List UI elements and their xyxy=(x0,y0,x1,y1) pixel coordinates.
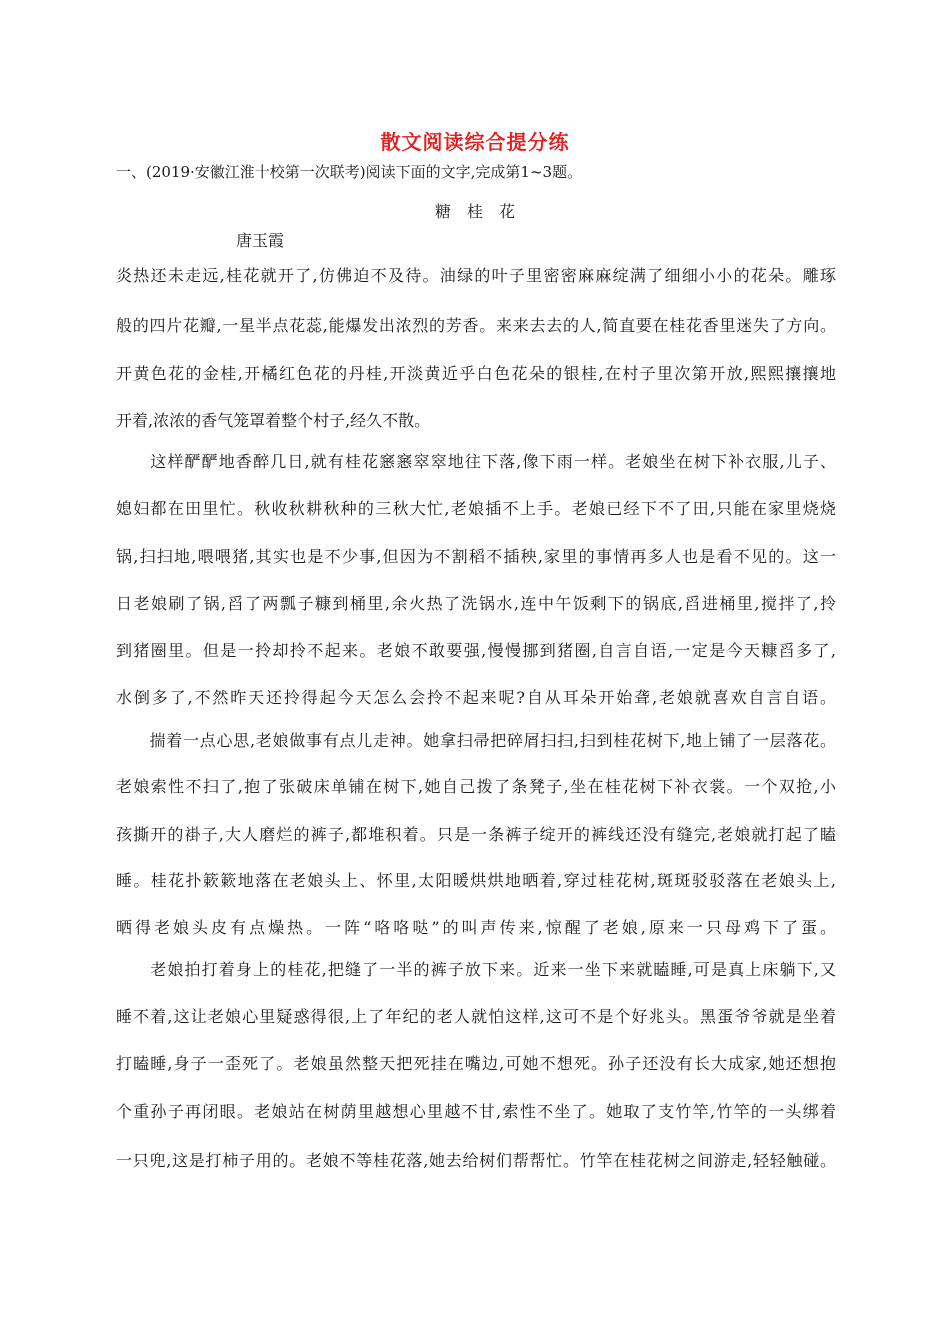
body-line: 揣着一点心思,老娘做事有点儿走神。她拿扫帚把碎屑扫扫,扫到桂花树下,地上铺了一层落花。 xyxy=(116,731,837,750)
body-line: 老娘索性不扫了,抱了张破床单铺在树下,她自己拨了条凳子,坐在桂花树下补衣裳。一个双抢,小 xyxy=(116,777,838,796)
essay-title: 糖 桂 花 xyxy=(434,202,515,221)
essay-author: 唐玉霞 xyxy=(236,231,285,250)
question-intro: 一、(2019·安徽江淮十校第一次联考)阅读下面的文字,完成第1~3题。 xyxy=(116,163,583,181)
body-line: 般的四片花瓣,一星半点花蕊,能爆发出浓烈的芳香。来来去去的人,简直要在桂花香里迷失了方向。 xyxy=(116,316,837,335)
body-line: 锅,扫扫地,喂喂猪,其实也是不少事,但因为不割稻不插秧,家里的事情再多人也是看不见的。这一 xyxy=(116,547,838,566)
body-line: 个重孙子再闭眼。老娘站在树荫里越想心里越不甘,索性不坐了。她取了支竹竿,竹竿的一头绑着 xyxy=(116,1102,838,1121)
body-line: 开黄色花的金桂,开橘红色花的丹桂,开淡黄近乎白色花朵的银桂,在村子里次第开放,熙熙攘攘地 xyxy=(116,364,838,383)
body-line: 日老娘刷了锅,舀了两瓢子糠到桶里,余火热了洗锅水,连中午饭剩下的锅底,舀进桶里,搅拌了,拎 xyxy=(116,594,838,613)
body-line: 水倒多了,不然昨天还拎得起今天怎么会拎不起来呢?自从耳朵开始聋,老娘就喜欢自言自语。 xyxy=(116,688,838,707)
page-title: 散文阅读综合提分练 xyxy=(380,130,570,154)
body-line: 睡。桂花扑簌簌地落在老娘头上、怀里,太阳暖烘烘地晒着,穿过桂花树,斑斑驳驳落在老娘头上, xyxy=(116,871,838,890)
body-line: 这样酽酽地香醉几日,就有桂花窸窸窣窣地往下落,像下雨一样。老娘坐在树下补衣服,儿子、 xyxy=(116,452,838,471)
body-line: 开着,浓浓的香气笼罩着整个村子,经久不散。 xyxy=(116,411,431,430)
body-line: 炎热还未走远,桂花就开了,仿佛迫不及待。油绿的叶子里密密麻麻绽满了细细小小的花朵。雕琢 xyxy=(116,266,838,285)
body-line: 到猪圈里。但是一拎却拎不起来。老娘不敢要强,慢慢挪到猪圈,自言自语,一定是今天糠舀多了, xyxy=(116,641,838,660)
body-line: 睡不着,这让老娘心里疑惑得很,上了年纪的老人就怕这样,这可不是个好兆头。黑蛋爷爷就是坐着 xyxy=(116,1007,838,1026)
body-line: 孩撕开的褂子,大人磨烂的裤子,都堆积着。只是一条裤子绽开的裤线还没有缝完,老娘就打起了瞌 xyxy=(116,825,838,844)
body-line: 晒得老娘头皮有点燥热。一阵“咯咯哒”的叫声传来,惊醒了老娘,原来一只母鸡下了蛋。 xyxy=(116,918,840,937)
body-line: 媳妇都在田里忙。秋收秋耕秋种的三秋大忙,老娘插不上手。老娘已经下不了田,只能在家里烧烧 xyxy=(116,499,838,518)
body-line: 一只兜,这是打柿子用的。老娘不等桂花落,她去给树们帮帮忙。竹竿在桂花树之间游走,轻轻触碰。 xyxy=(116,1151,837,1170)
body-line: 老娘拍打着身上的桂花,把缝了一半的裤子放下来。近来一坐下来就瞌睡,可是真上床躺下,又 xyxy=(116,960,838,979)
body-line: 打瞌睡,身子一歪死了。老娘虽然整天把死挂在嘴边,可她不想死。孙子还没有长大成家,她还想抱 xyxy=(116,1054,838,1073)
